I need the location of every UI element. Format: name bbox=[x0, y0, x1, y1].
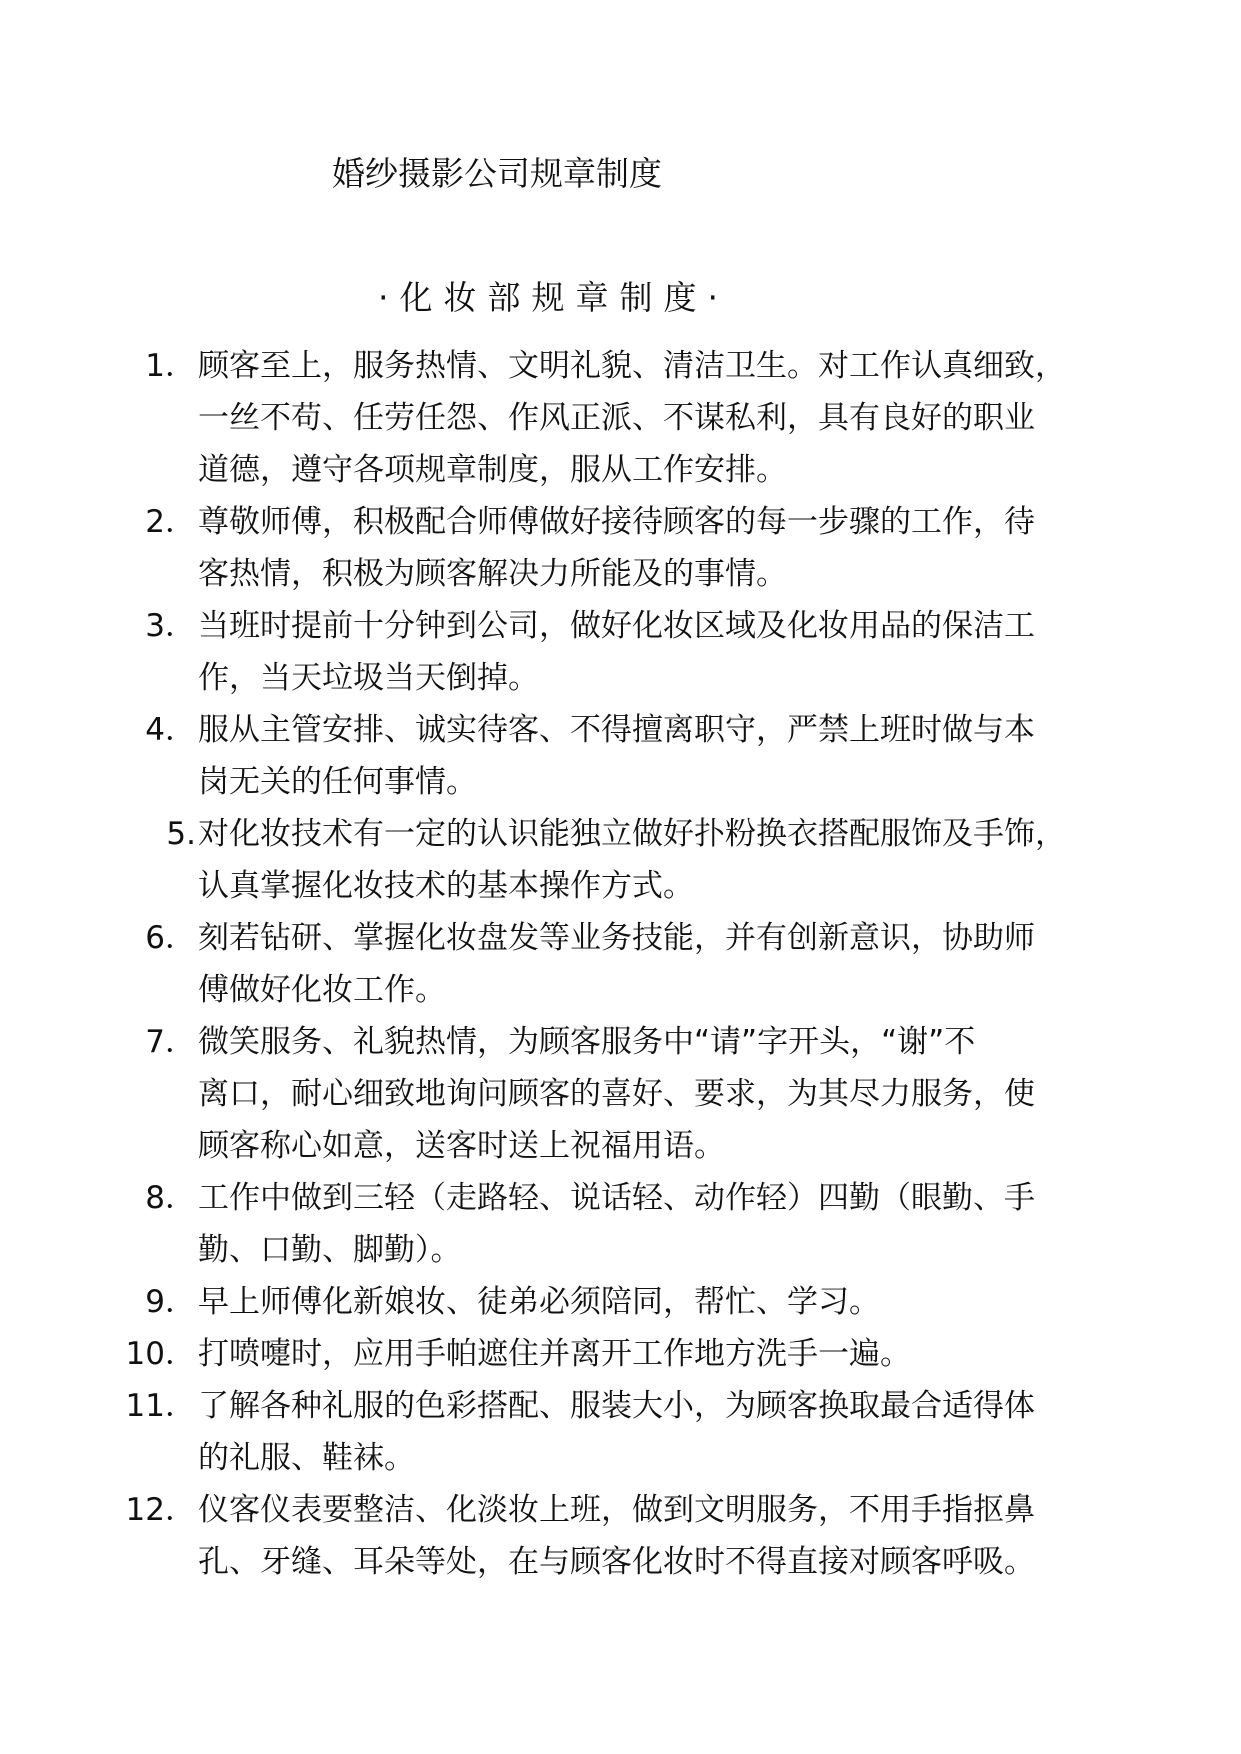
rule-text bbox=[198, 600, 1120, 704]
rule-number: 12． bbox=[125, 1492, 196, 1528]
rule-number: 6． bbox=[145, 920, 196, 956]
rule-item bbox=[120, 912, 1120, 1016]
rule-item bbox=[120, 1172, 1120, 1276]
rule-text bbox=[198, 1484, 1120, 1588]
document-title: 婚纱摄影公司规章制度 bbox=[332, 154, 662, 193]
rule-item bbox=[120, 600, 1120, 704]
rule-line: 勤、口勤、脚勤）。 bbox=[198, 1232, 462, 1268]
rule-line: 了解各种礼服的色彩搭配、服装大小，为顾客换取最合适得体 bbox=[198, 1388, 1035, 1424]
rule-text bbox=[198, 704, 1120, 808]
section-title: ·化妆部规章制度· bbox=[378, 278, 729, 317]
rule-line: 认真掌握化妆技术的基本操作方式。 bbox=[198, 868, 694, 904]
rule-line: 早上师傅化新娘妆、徒弟必须陪同，帮忙、学习。 bbox=[198, 1284, 880, 1320]
rule-text bbox=[198, 1328, 1120, 1380]
rule-item bbox=[120, 704, 1120, 808]
rule-line: 作，当天垃圾当天倒掉。 bbox=[198, 660, 539, 696]
rule-number: 4． bbox=[145, 712, 196, 748]
rule-line: 道德，遵守各项规章制度，服从工作安排。 bbox=[198, 452, 787, 488]
rule-item bbox=[120, 1380, 1120, 1484]
rule-line: 工作中做到三轻（走路轻、说话轻、动作轻）四勤（眼勤、手 bbox=[198, 1180, 1035, 1216]
rule-text bbox=[198, 1380, 1120, 1484]
rule-line: 服从主管安排、诚实待客、不得擅离职守，严禁上班时做与本 bbox=[198, 712, 1035, 748]
rule-text bbox=[198, 808, 1120, 912]
rule-line: 对化妆技术有一定的认识能独立做好扑粉换衣搭配服饰及手饰， bbox=[198, 816, 1066, 852]
rule-line: 客热情，积极为顾客解决力所能及的事情。 bbox=[198, 556, 787, 592]
rule-item bbox=[120, 1328, 1120, 1380]
rule-text bbox=[198, 340, 1120, 496]
rule-line: 岗无关的任何事情。 bbox=[198, 764, 477, 800]
rule-item bbox=[120, 1484, 1120, 1588]
rule-text bbox=[198, 1172, 1120, 1276]
rule-number: 8． bbox=[145, 1180, 196, 1216]
rule-number: 11． bbox=[125, 1388, 196, 1424]
rule-number: 10． bbox=[125, 1336, 196, 1372]
rule-line: 顾客称心如意，送客时送上祝福用语。 bbox=[198, 1128, 725, 1164]
rule-line: 孔、牙缝、耳朵等处，在与顾客化妆时不得直接对顾客呼吸。 bbox=[198, 1544, 1035, 1580]
rule-number: 2． bbox=[145, 504, 196, 540]
rule-item bbox=[120, 1016, 1120, 1172]
rule-line: 仪客仪表要整洁、化淡妆上班，做到文明服务，不用手指抠鼻 bbox=[198, 1492, 1035, 1528]
rule-item bbox=[120, 1276, 1120, 1328]
rule-text bbox=[198, 1016, 1120, 1172]
rules-list bbox=[120, 340, 1120, 1588]
rule-item bbox=[120, 340, 1120, 496]
rule-number: 3． bbox=[145, 608, 196, 644]
rule-text bbox=[198, 1276, 1120, 1328]
rule-item bbox=[120, 808, 1120, 912]
rule-number: 9． bbox=[145, 1284, 196, 1320]
rule-line: 离口，耐心细致地询问顾客的喜好、要求，为其尽力服务，使 bbox=[198, 1076, 1035, 1112]
rule-line: 一丝不苟、任劳任怨、作风正派、不谋私利，具有良好的职业 bbox=[198, 400, 1035, 436]
rule-item bbox=[120, 496, 1120, 600]
rule-line: 傅做好化妆工作。 bbox=[198, 972, 446, 1008]
rule-line: 尊敬师傅，积极配合师傅做好接待顾客的每一步骤的工作，待 bbox=[198, 504, 1035, 540]
rule-line: 打喷嚏时，应用手帕遮住并离开工作地方洗手一遍。 bbox=[198, 1336, 911, 1372]
rule-line: 的礼服、鞋袜。 bbox=[198, 1440, 415, 1476]
rule-number: 1． bbox=[145, 348, 196, 384]
rule-text bbox=[198, 912, 1120, 1016]
rule-line: 当班时提前十分钟到公司，做好化妆区域及化妆用品的保洁工 bbox=[198, 608, 1035, 644]
rule-line: 微笑服务、礼貌热情，为顾客服务中“请”字开头，“谢”不 bbox=[198, 1024, 976, 1060]
rule-line: 刻若钻研、掌握化妆盘发等业务技能，并有创新意识，协助师 bbox=[198, 920, 1035, 956]
rule-text bbox=[198, 496, 1120, 600]
rule-number: 7． bbox=[145, 1024, 196, 1060]
rule-number: 5. bbox=[166, 816, 196, 852]
rule-line: 顾客至上，服务热情、文明礼貌、清洁卫生。对工作认真细致， bbox=[198, 348, 1066, 384]
